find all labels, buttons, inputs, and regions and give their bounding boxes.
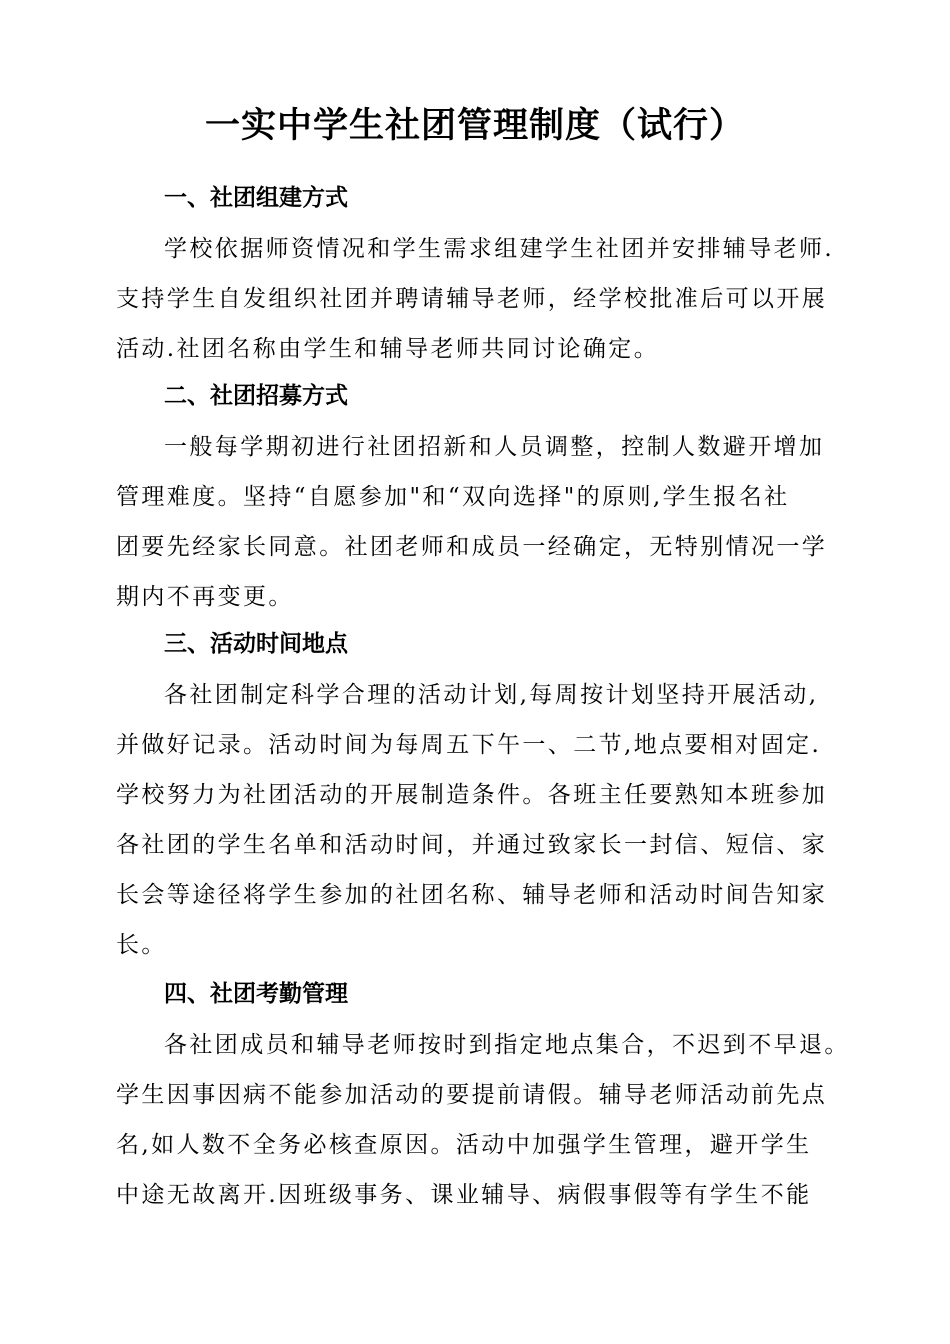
section-1 <box>116 180 836 374</box>
section-3 <box>116 626 836 970</box>
paragraph-line: 各社团制定科学合理的活动计划,每周按计划坚持开展活动, <box>164 682 819 708</box>
paragraph-line: 团要先经家长同意。社团老师和成员一经确定，无特别情况一学 <box>116 534 828 560</box>
paragraph-line: 并做好记录。活动时间为每周五下午一、二节,地点要相对固定. <box>116 732 822 758</box>
section-heading: 二、社团招募方式 <box>164 383 348 409</box>
section-paragraph <box>116 422 836 622</box>
paragraph-line: 学生因事因病不能参加活动的要提前请假。辅导老师活动前先点 <box>116 1082 828 1108</box>
section-heading: 一、社团组建方式 <box>164 185 348 211</box>
paragraph-line: 活动.社团名称由学生和辅导老师共同讨论确定。 <box>116 336 660 362</box>
section-4 <box>116 976 850 1220</box>
paragraph-line: 各社团的学生名单和活动时间，并通过致家长一封信、短信、家 <box>116 832 828 858</box>
section-heading: 三、活动时间地点 <box>164 631 348 657</box>
paragraph-line: 中途无故离开.因班级事务、课业辅导、病假事假等有学生不能 <box>116 1182 812 1208</box>
paragraph-line: 支持学生自发组织社团并聘请辅导老师，经学校批准后可以开展 <box>116 286 828 312</box>
section-paragraph <box>116 1020 850 1220</box>
paragraph-line: 各社团成员和辅导老师按时到指定地点集合，不迟到不早退。 <box>164 1032 850 1058</box>
document-title: 一实中学生社团管理制度（试行） <box>204 105 745 146</box>
paragraph-line: 期内不再变更。 <box>116 584 294 610</box>
paragraph-line: 学校依据师资情况和学生需求组建学生社团并安排辅导老师. <box>164 236 835 262</box>
paragraph-line: 名,如人数不全务必核查原因。活动中加强学生管理，避开学生 <box>116 1132 812 1158</box>
paragraph-line: 管理难度。坚持“自愿参加"和“双向选择"的原则,学生报名社 <box>116 484 790 510</box>
paragraph-line: 长。 <box>116 932 167 958</box>
section-paragraph <box>116 670 836 970</box>
section-2 <box>116 378 836 622</box>
paragraph-line: 一般每学期初进行社团招新和人员调整，控制人数避开增加 <box>164 434 825 460</box>
section-heading: 四、社团考勤管理 <box>164 981 348 1007</box>
paragraph-line: 长会等途径将学生参加的社团名称、辅导老师和活动时间告知家 <box>116 882 828 908</box>
section-paragraph <box>116 224 836 374</box>
paragraph-line: 学校努力为社团活动的开展制造条件。各班主任要熟知本班参加 <box>116 782 828 808</box>
